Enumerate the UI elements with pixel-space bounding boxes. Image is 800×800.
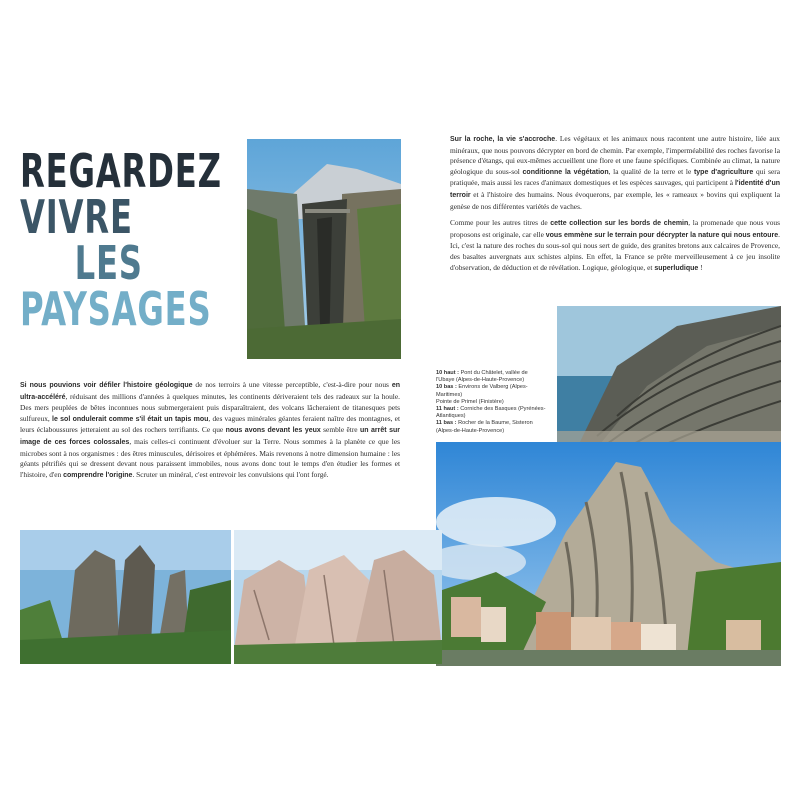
- right-text-span: conditionne la végétation: [522, 168, 609, 176]
- left-text-span: , mais celles-ci continuent d'évoluer sur la Terre. Nous sommes à la planète ce que les microbes sont à nos organismes : des êtres minuscules, dérisoires et éphémères. Mais revenons à notre dimension humaine : les géants pétrifiés qui se dressent devant nous paraissent immobiles, nous avons donc tout le temps d'en étudier les formes et l'histoire, d'en: [20, 436, 401, 479]
- coastal-rock-photo: [557, 306, 781, 448]
- left-body-text: [20, 380, 400, 487]
- left-text-span: le sol ondulerait comme s'il était un tapis mou: [52, 415, 209, 423]
- left-text-span: . Scruter un minéral, c'est entrevoir les convulsions qui l'ont forgé.: [132, 469, 329, 479]
- right-text-span: , la promenade que nous vous proposons est originale, car elle: [450, 218, 780, 239]
- left-text-span: Si nous pouvions voir défiler l'histoire géologique: [20, 382, 193, 389]
- rock-towers-photo: [20, 530, 231, 664]
- right-text-span: qui sera pratiquée, mais aussi les races d'animaux domestiques et les espèces sauvages, qui participent à: [450, 166, 780, 188]
- title-line-1: REGARDEZ: [20, 144, 222, 198]
- left-text-span: comprendre l'origine: [63, 471, 133, 479]
- right-text-span: vous emmène sur le terrain pour décrypter la nature qui nous entoure: [545, 231, 779, 239]
- caption-text: Pont du Châtelet, vallée de l'Ubaye (Alpes-de-Haute-Provence): [436, 370, 528, 384]
- caption-label: 10 bas :: [436, 384, 457, 391]
- caption-text: Pointe de Primel (Finistère): [436, 398, 504, 405]
- photo-captions: [436, 370, 546, 435]
- granite-rocks-photo: [234, 530, 442, 664]
- right-text-span: superludique: [654, 264, 699, 272]
- caption-label: 10 haut :: [436, 370, 460, 376]
- right-text-span: type d'agriculture: [693, 168, 754, 176]
- right-text-span: Sur la roche, la vie s'accroche: [450, 136, 556, 143]
- caption-label: 11 bas :: [436, 420, 457, 427]
- title-line-3: LES: [74, 236, 143, 290]
- right-body-text: [450, 134, 780, 280]
- caption-text: Corniche des Basques (Pyrénées-Atlantiques): [436, 406, 546, 420]
- left-text-span: un arrêt sur image de ces forces colossales: [20, 427, 400, 446]
- right-text-span: cette collection sur les bords de chemin: [550, 220, 689, 228]
- right-text-span: . Ici, c'est la nature des roches du sous-sol qui nous sert de guide, des granites bretons aux calcaires de Provence, des basaltes auvergnats aux schistes alpins. En effet, la France se prête merveilleusement à ce jeu insolite d'observation, de déduction et de révélation. Logique, géologique, et: [450, 229, 780, 272]
- sisteron-photo: [436, 442, 781, 666]
- caption-text: Rocher de la Baume, Sisteron (Alpes-de-Haute-Provence): [436, 420, 533, 434]
- caption: [436, 370, 546, 384]
- right-paragraph-2: [450, 218, 780, 274]
- right-text-span: . Les végétaux et les animaux nous racontent une autre histoire, liée aux minéraux, que nous pouvons décrypter en bord de chemin. Par exemple, l'imperméabilité des roches favorise la présence d'étangs, qui eux-mêmes accueillent une flore et une faune spécifiques. Combinée au climat, la nature géologique du sous-sol: [450, 134, 780, 176]
- right-text-span: et à l'histoire des humains. Nous évoquerons, par exemple, les « rameaux » bovins qui expliquent la genèse de nos différentes variétés de vaches.: [450, 189, 780, 211]
- title-line-4: PAYSAGES: [20, 282, 212, 336]
- caption: [436, 384, 546, 398]
- caption-label: 11 haut :: [436, 406, 459, 413]
- right-text-span: Comme pour les autres titres de: [450, 218, 551, 228]
- caption: [436, 420, 546, 434]
- right-paragraph-1: [450, 134, 780, 212]
- right-text-span: , la qualité de la terre et le: [608, 166, 694, 176]
- left-text-span: en ultra-accéléré: [20, 382, 400, 401]
- right-text-span: l'identité d'un terroir: [450, 180, 780, 199]
- gorge-photo: [247, 139, 401, 359]
- caption-text: Environs de Valberg (Alpes-Maritimes): [436, 384, 528, 398]
- title-line-2: VIVRE: [20, 190, 133, 244]
- left-text-span: semble être: [320, 425, 360, 435]
- right-text-span: !: [698, 262, 703, 272]
- page-title: [20, 144, 240, 336]
- left-text-span: de nos terroirs à une vitesse perceptible, c'est-à-dire pour nous: [192, 380, 392, 389]
- left-text-span: , réduisant des millions d'années à quelques minutes, les continents dériveraient tels des radeaux sur la houle. Des mers peuplées de bêtes inconnues nous submergeraient puis disparaîtraient, des volcans lâcheraient de titanesques pets sulfureux,: [20, 391, 400, 423]
- left-text-span: nous avons devant les yeux: [225, 427, 321, 435]
- left-text-span: , des vagues minérales géantes feraient naître des montagnes, et leurs éclaboussures jetteraient au sol des rochers terrifiants. Ce que: [20, 413, 401, 435]
- caption: [436, 399, 546, 406]
- caption: [436, 406, 546, 420]
